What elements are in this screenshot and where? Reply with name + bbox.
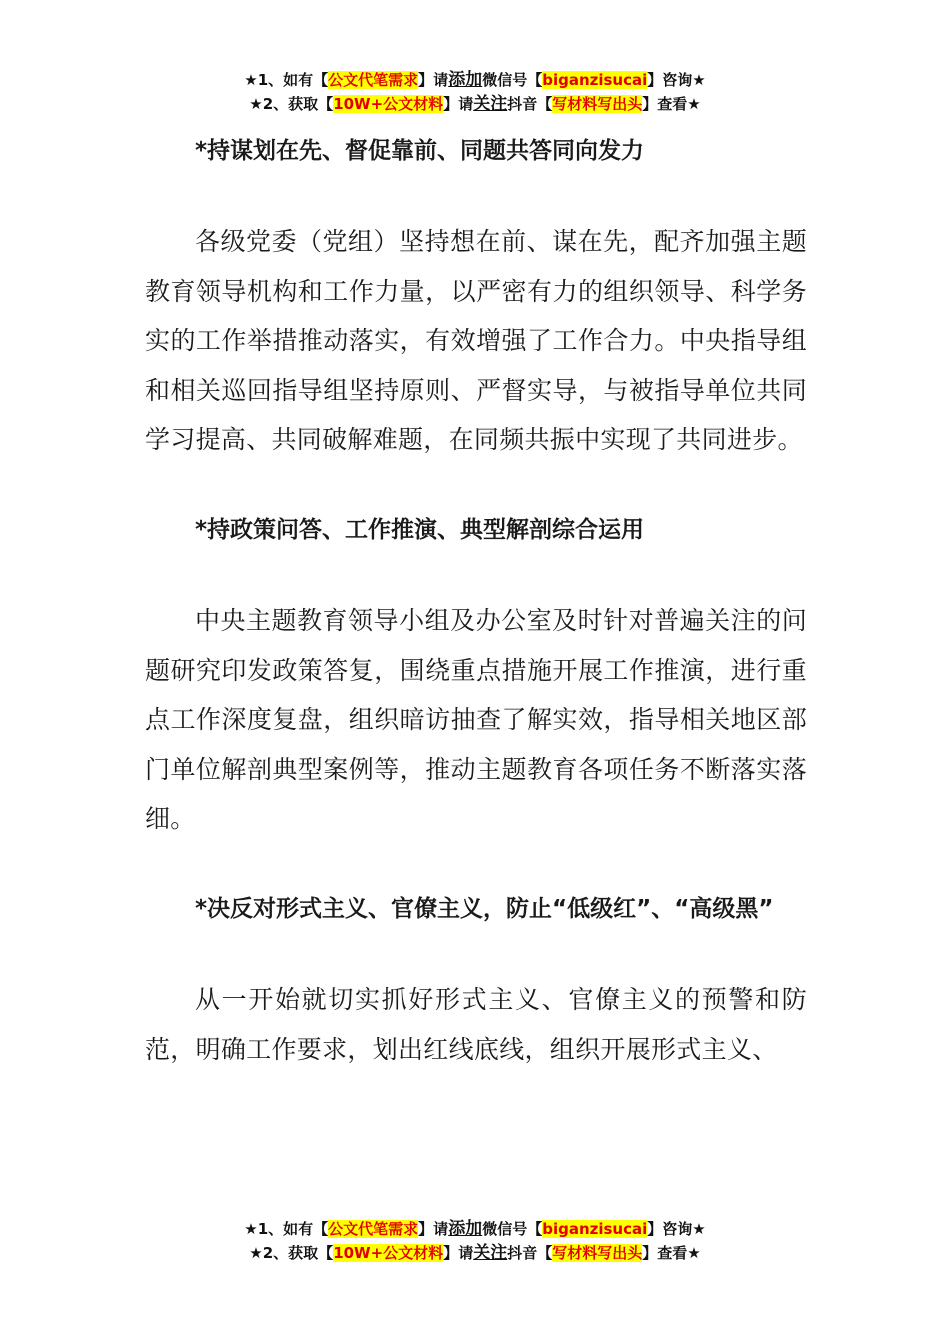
promo-text: 】请: [418, 71, 449, 89]
section-paragraph-3: 从一开始就切实抓好形式主义、官僚主义的预警和防范，明确工作要求，划出红线底线，组织开展形式主义、: [145, 984, 807, 1064]
promo-underlined: 关注: [473, 1243, 508, 1263]
promo-underlined: 添加: [448, 70, 483, 90]
promo-douyin-id: 写材料写出头: [552, 95, 643, 113]
promo-banner-bottom: [0, 1217, 950, 1265]
section-heading-1: *持谋划在先、督促靠前、同题共答同向发力: [195, 138, 645, 164]
document-body: [145, 126, 807, 1074]
promo-suffix: 】咨询★: [647, 1220, 706, 1238]
promo-douyin-id: 写材料写出头: [552, 1244, 643, 1262]
promo-suffix: 】咨询★: [647, 71, 706, 89]
promo-prefix: ★1、如有【: [244, 71, 329, 89]
promo-highlight: 公文代笔需求: [328, 71, 419, 89]
promo-text: 】请: [443, 95, 474, 113]
promo-text: 微信号【: [482, 71, 543, 89]
promo-line-1: [0, 1217, 950, 1241]
section-heading-2: *持政策问答、工作推演、典型解剖综合运用: [195, 516, 645, 543]
promo-banner-top: [0, 68, 950, 116]
promo-suffix: 】查看★: [642, 95, 701, 113]
promo-wechat-id: biganzisucai: [542, 71, 648, 89]
promo-line-2: [0, 92, 950, 116]
promo-highlight: 10W+公文材料: [333, 95, 444, 113]
promo-prefix: ★1、如有【: [244, 1220, 329, 1238]
section-paragraph-1: 各级党委（党组）坚持想在前、谋在先，配齐加强主题教育领导机构和工作力量，以严密有力的组织领导、科学务实的工作举措推动落实，有效增强了工作合力。中央指导组和相关巡回指导组坚持原则、严督实导，与被指导单位共同学习提高、共同破解难题，在同频共振中实现了共同进步。: [145, 227, 807, 455]
promo-text: 抖音【: [507, 95, 553, 113]
promo-underlined: 添加: [448, 1219, 483, 1239]
promo-text: 】请: [418, 1220, 449, 1238]
promo-highlight: 公文代笔需求: [328, 1220, 419, 1238]
promo-prefix: ★2、获取【: [249, 95, 334, 113]
section-heading-3: *决反对形式主义、官僚主义，防止“低级红”、“高级黑”: [195, 895, 774, 922]
promo-text: 微信号【: [482, 1220, 543, 1238]
promo-line-1: [0, 68, 950, 92]
promo-highlight: 10W+公文材料: [333, 1244, 444, 1262]
promo-line-2: [0, 1241, 950, 1265]
promo-underlined: 关注: [473, 94, 508, 114]
promo-wechat-id: biganzisucai: [542, 1220, 648, 1238]
promo-suffix: 】查看★: [642, 1244, 701, 1262]
promo-text: 】请: [443, 1244, 474, 1262]
promo-prefix: ★2、获取【: [249, 1244, 334, 1262]
section-paragraph-2: 中央主题教育领导小组及办公室及时针对普遍关注的问题研究印发政策答复，围绕重点措施开展工作推演，进行重点工作深度复盘，组织暗访抽查了解实效，指导相关地区部门单位解剖典型案例等，推动主题教育各项任务不断落实落细。: [145, 605, 807, 834]
promo-text: 抖音【: [507, 1244, 553, 1262]
